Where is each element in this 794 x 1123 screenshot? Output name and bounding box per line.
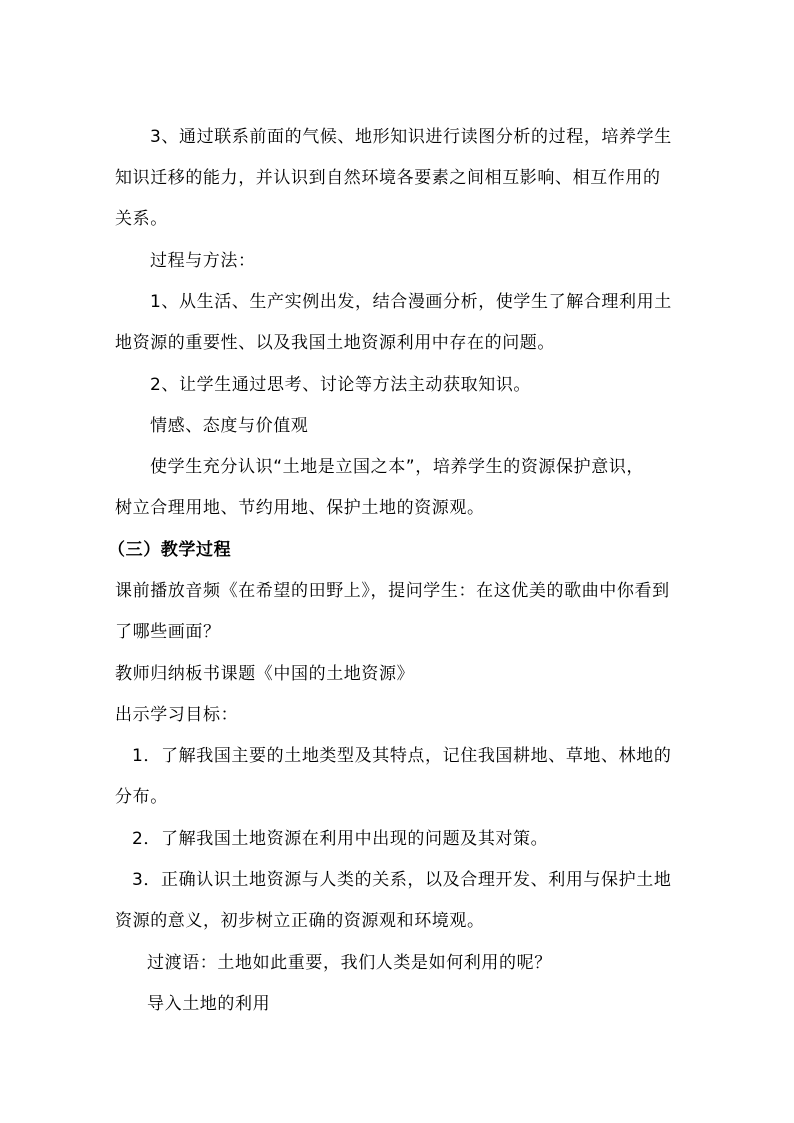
paragraph-process-1-line-2: 地资源的重要性、以及我国土地资源利用中存在的问题。 — [115, 333, 555, 353]
paragraph-emotion-line-1: 使学生充分认识“土地是立国之本”，培养学生的资源保护意识， — [150, 457, 645, 477]
paragraph-process-1-line-1: 1、从生活、生产实例出发，结合漫画分析，使学生了解合理利用土 — [150, 292, 672, 312]
goal-2: 2．了解我国土地资源在利用中出现的问题及其对策。 — [132, 829, 549, 849]
paragraph-objective-3-line-2: 知识迁移的能力，并认识到自然环境各要素之间相互影响、相互作用的 — [115, 168, 661, 188]
section-heading-teaching-process: （三）教学过程 — [108, 540, 232, 560]
goal-1-line-2: 分布。 — [115, 787, 168, 807]
paragraph-intro-line-1: 课前播放音频《在希望的田野上》，提问学生：在这优美的歌曲中你看到 — [115, 581, 670, 601]
heading-process-method: 过程与方法： — [150, 251, 256, 271]
paragraph-lesson-title: 教师归纳板书课题《中国的土地资源》 — [115, 664, 415, 684]
goal-3-line-1: 3．正确认识土地资源与人类的关系，以及合理开发、利用与保护土地 — [132, 870, 672, 890]
paragraph-transition: 过渡语：土地如此重要，我们人类是如何利用的呢？ — [147, 953, 552, 973]
goal-3-line-2: 资源的意义，初步树立正确的资源观和环境观。 — [115, 911, 485, 931]
paragraph-land-use-intro: 导入土地的利用 — [147, 994, 271, 1014]
paragraph-objective-3-line-1: 3、通过联系前面的气候、地形知识进行读图分析的过程，培养学生 — [150, 127, 672, 147]
paragraph-emotion-line-2: 树立合理用地、节约用地、保护土地的资源观。 — [115, 498, 485, 518]
heading-learning-goals: 出示学习目标： — [115, 705, 239, 725]
goal-1-line-1: 1．了解我国主要的土地类型及其特点，记住我国耕地、草地、林地的 — [132, 746, 672, 766]
paragraph-intro-line-2: 了哪些画面？ — [115, 622, 221, 642]
paragraph-objective-3-line-3: 关系。 — [115, 209, 168, 229]
heading-emotion-attitude-values: 情感、态度与价值观 — [150, 416, 309, 436]
paragraph-process-2: 2、让学生通过思考、讨论等方法主动获取知识。 — [150, 375, 532, 395]
